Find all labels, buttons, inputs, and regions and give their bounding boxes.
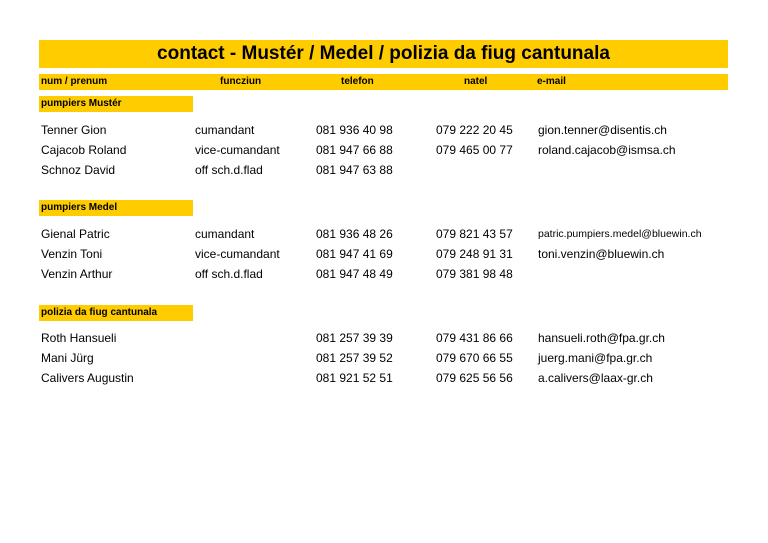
page-title: contact - Mustér / Medel / polizia da fiug cantunala — [157, 43, 610, 64]
contact-name: Venzin Toni — [41, 247, 103, 261]
contact-phone: 081 947 48 49 — [316, 267, 393, 281]
contact-function: off sch.d.flad — [195, 267, 263, 281]
table-row — [0, 267, 768, 287]
column-header-function: funcziun — [220, 76, 262, 87]
column-header-email: e-mail — [537, 76, 566, 87]
table-row — [0, 227, 768, 247]
contact-name: Calivers Augustin — [41, 371, 134, 385]
table-row — [0, 351, 768, 371]
contact-email[interactable]: toni.venzin@bluewin.ch — [538, 247, 665, 261]
contact-mobile: 079 625 56 56 — [436, 371, 513, 385]
contact-phone: 081 921 52 51 — [316, 371, 393, 385]
contact-function: off sch.d.flad — [195, 163, 263, 177]
column-header-bar — [39, 74, 728, 90]
contact-mobile: 079 431 86 66 — [436, 331, 513, 345]
table-row — [0, 371, 768, 391]
contact-email[interactable]: patric.pumpiers.medel@bluewin.ch — [538, 228, 702, 240]
contact-phone: 081 947 63 88 — [316, 163, 393, 177]
contact-phone: 081 936 48 26 — [316, 227, 393, 241]
contact-function: cumandant — [195, 227, 255, 241]
contact-function: vice-cumandant — [195, 247, 280, 261]
contact-name: Mani Jürg — [41, 351, 94, 365]
contact-mobile: 079 248 91 31 — [436, 247, 513, 261]
contact-mobile: 079 381 98 48 — [436, 267, 513, 281]
contact-mobile: 079 222 20 45 — [436, 123, 513, 137]
contact-function: vice-cumandant — [195, 143, 280, 157]
section-header — [39, 200, 193, 216]
section-header — [39, 305, 193, 321]
contact-mobile: 079 465 00 77 — [436, 143, 513, 157]
contact-name: Gienal Patric — [41, 227, 110, 241]
table-row — [0, 163, 768, 183]
table-row — [0, 247, 768, 267]
table-row — [0, 331, 768, 351]
table-row — [0, 143, 768, 163]
column-header-name: num / prenum — [41, 76, 108, 87]
contact-phone: 081 257 39 39 — [316, 331, 393, 345]
contact-name: Venzin Arthur — [41, 267, 113, 281]
column-header-mobile: natel — [464, 76, 488, 87]
contact-email[interactable]: hansueli.roth@fpa.gr.ch — [538, 331, 665, 345]
contact-email[interactable]: gion.tenner@disentis.ch — [538, 123, 667, 137]
contact-name: Schnoz David — [41, 163, 116, 177]
contact-name: Tenner Gion — [41, 123, 107, 137]
contact-phone: 081 257 39 52 — [316, 351, 393, 365]
contact-phone: 081 936 40 98 — [316, 123, 393, 137]
title-bar — [39, 40, 728, 68]
section-header — [39, 96, 193, 112]
column-header-phone: telefon — [341, 76, 374, 87]
contact-email[interactable]: a.calivers@laax-gr.ch — [538, 371, 653, 385]
contact-name: Cajacob Roland — [41, 143, 127, 157]
contact-name: Roth Hansueli — [41, 331, 117, 345]
contact-mobile: 079 821 43 57 — [436, 227, 513, 241]
section-label: pumpiers Medel — [41, 202, 118, 213]
table-row — [0, 123, 768, 143]
contact-phone: 081 947 66 88 — [316, 143, 393, 157]
contact-email[interactable]: roland.cajacob@ismsa.ch — [538, 143, 676, 157]
contact-phone: 081 947 41 69 — [316, 247, 393, 261]
contact-mobile: 079 670 66 55 — [436, 351, 513, 365]
section-label: pumpiers Mustér — [41, 98, 122, 109]
section-label: polizia da fiug cantunala — [41, 307, 158, 318]
contact-function: cumandant — [195, 123, 255, 137]
contact-email[interactable]: juerg.mani@fpa.gr.ch — [538, 351, 653, 365]
